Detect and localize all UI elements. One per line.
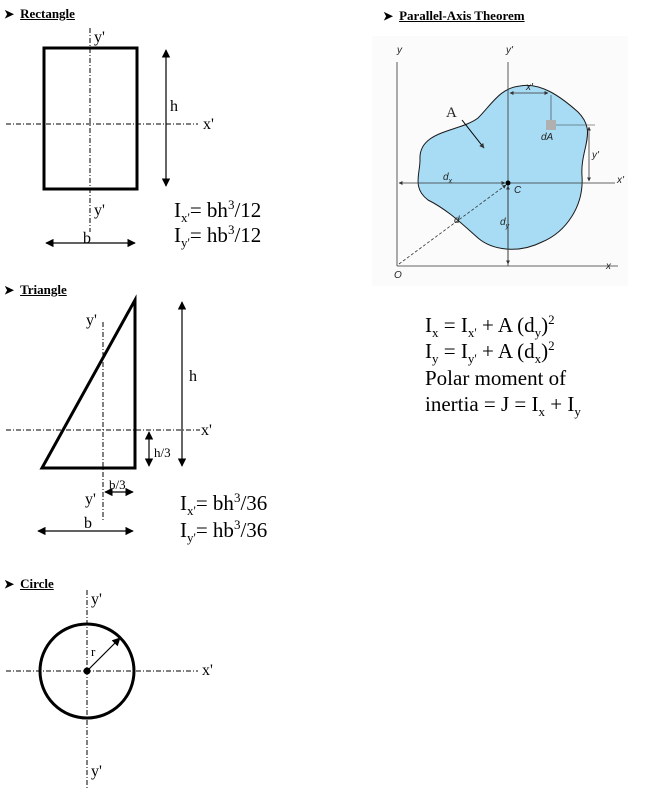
circle-r-label: r bbox=[91, 644, 96, 659]
arrowhead-bullet-icon: ➤ bbox=[4, 283, 15, 297]
pa-dx-symbol: d bbox=[443, 172, 449, 183]
arrowhead-bullet-icon: ➤ bbox=[4, 577, 15, 591]
pa-iy-rest-subscript: x bbox=[534, 351, 542, 367]
pa-origin-label: O bbox=[394, 270, 402, 281]
tri-y-bottom-label: y' bbox=[85, 491, 96, 508]
rect-b-label: b bbox=[83, 230, 91, 247]
iy-symbol: I bbox=[180, 518, 187, 542]
pa-y-label: y bbox=[397, 45, 402, 56]
tri-b3-label: b/3 bbox=[109, 477, 126, 492]
pa-formula-ix bbox=[425, 312, 555, 341]
pa-dy-label bbox=[500, 218, 509, 230]
circle-y-bottom-label: y' bbox=[91, 763, 102, 780]
triangle-figure bbox=[6, 300, 200, 531]
ix-exponent: 3 bbox=[233, 490, 241, 505]
arrowhead-bullet-icon: ➤ bbox=[4, 7, 15, 21]
iy-exponent: 3 bbox=[233, 517, 241, 532]
pa-area-label: A bbox=[446, 105, 457, 121]
pa-centroid-dot bbox=[506, 181, 511, 186]
pa-y-prime-label: y' bbox=[506, 45, 513, 56]
pa-polar-sub2: y bbox=[574, 404, 581, 420]
circle-y-top-label: y' bbox=[91, 591, 102, 608]
rectangle-heading-text: Rectangle bbox=[20, 6, 75, 21]
pa-iy-mid: = I bbox=[438, 339, 468, 363]
pa-x-prime-label: x' bbox=[617, 175, 624, 186]
tri-iy-formula bbox=[180, 518, 267, 545]
pa-dA-element bbox=[546, 120, 556, 130]
parallel-axis-figure bbox=[372, 36, 628, 286]
tri-h3-label: h/3 bbox=[154, 445, 171, 460]
pa-iy-exponent: 2 bbox=[548, 338, 555, 353]
pa-dx-subscript: x bbox=[448, 178, 453, 185]
rect-iy-formula bbox=[174, 223, 261, 250]
pa-iy-mid-subscript: y' bbox=[467, 351, 477, 367]
tri-y-top-label: y' bbox=[86, 312, 97, 329]
pa-ix-mid: = I bbox=[438, 313, 468, 337]
ix-rhs: = bh bbox=[195, 491, 234, 515]
circle-x-label: x' bbox=[202, 662, 213, 679]
ix-symbol: I bbox=[174, 198, 181, 222]
rect-x-label: x' bbox=[203, 116, 214, 133]
rect-ix-formula bbox=[174, 198, 261, 225]
pa-centroid-label: C bbox=[514, 185, 522, 196]
iy-divisor: /36 bbox=[240, 518, 268, 542]
pa-iy-subscript: y bbox=[432, 351, 439, 367]
rect-h-label: h bbox=[170, 98, 178, 115]
pa-ix-end: ) bbox=[541, 313, 549, 337]
iy-rhs: = hb bbox=[195, 518, 234, 542]
ix-subscript: x' bbox=[181, 210, 190, 226]
arrowhead-bullet-icon: ➤ bbox=[383, 9, 394, 23]
tri-ix-formula bbox=[180, 491, 267, 518]
pa-y-prime-side-label: y' bbox=[592, 150, 599, 161]
pa-x-label: x bbox=[606, 261, 611, 272]
pa-polar-plus: + I bbox=[545, 392, 575, 416]
pa-iy-symbol: I bbox=[425, 339, 432, 363]
pa-ix-mid-subscript: x' bbox=[467, 325, 477, 341]
ix-divisor: /36 bbox=[240, 491, 268, 515]
iy-exponent: 3 bbox=[227, 222, 235, 237]
iy-subscript: y' bbox=[181, 235, 190, 251]
pa-ix-subscript: x bbox=[432, 325, 439, 341]
pa-dA-label: dA bbox=[541, 132, 554, 143]
circle-heading-text: Circle bbox=[20, 576, 54, 591]
pa-ix-exponent: 2 bbox=[548, 312, 555, 327]
pa-polar-sub1: x bbox=[538, 404, 545, 420]
pa-polar-line2 bbox=[425, 392, 581, 420]
ix-symbol: I bbox=[180, 491, 187, 515]
pa-dy-symbol: d bbox=[500, 217, 506, 228]
pa-iy-end: ) bbox=[541, 339, 549, 363]
pa-iy-rest: + A (d bbox=[476, 339, 535, 363]
iy-divisor: /12 bbox=[234, 223, 262, 247]
circle-figure bbox=[6, 590, 198, 790]
pa-ix-rest: + A (d bbox=[476, 313, 535, 337]
tri-x-label: x' bbox=[201, 422, 212, 439]
ix-divisor: /12 bbox=[234, 198, 262, 222]
tri-b-label: b bbox=[84, 515, 92, 532]
iy-subscript: y' bbox=[187, 530, 196, 546]
pa-dy-subscript: y bbox=[505, 223, 510, 230]
parallel-axis-heading-text: Parallel-Axis Theorem bbox=[399, 8, 525, 23]
rect-y-bottom-label: y' bbox=[94, 202, 105, 219]
tri-h-label: h bbox=[189, 368, 197, 385]
pa-polar-lhs: inertia = J = I bbox=[425, 392, 539, 416]
triangle-heading-text: Triangle bbox=[20, 282, 67, 297]
pa-polar-line1: Polar moment of bbox=[425, 366, 567, 390]
ix-subscript: x' bbox=[187, 503, 196, 519]
pa-formula-iy bbox=[425, 338, 555, 367]
pa-dx-label bbox=[443, 173, 452, 185]
ix-exponent: 3 bbox=[227, 197, 235, 212]
iy-symbol: I bbox=[174, 223, 181, 247]
pa-d-label: d bbox=[454, 215, 460, 226]
ix-rhs: = bh bbox=[189, 198, 228, 222]
pa-ix-symbol: I bbox=[425, 313, 432, 337]
pa-ix-rest-subscript: y bbox=[534, 325, 542, 341]
rect-y-top-label: y' bbox=[94, 29, 105, 46]
pa-x-prime-top-label: x' bbox=[526, 82, 533, 93]
iy-rhs: = hb bbox=[189, 223, 228, 247]
